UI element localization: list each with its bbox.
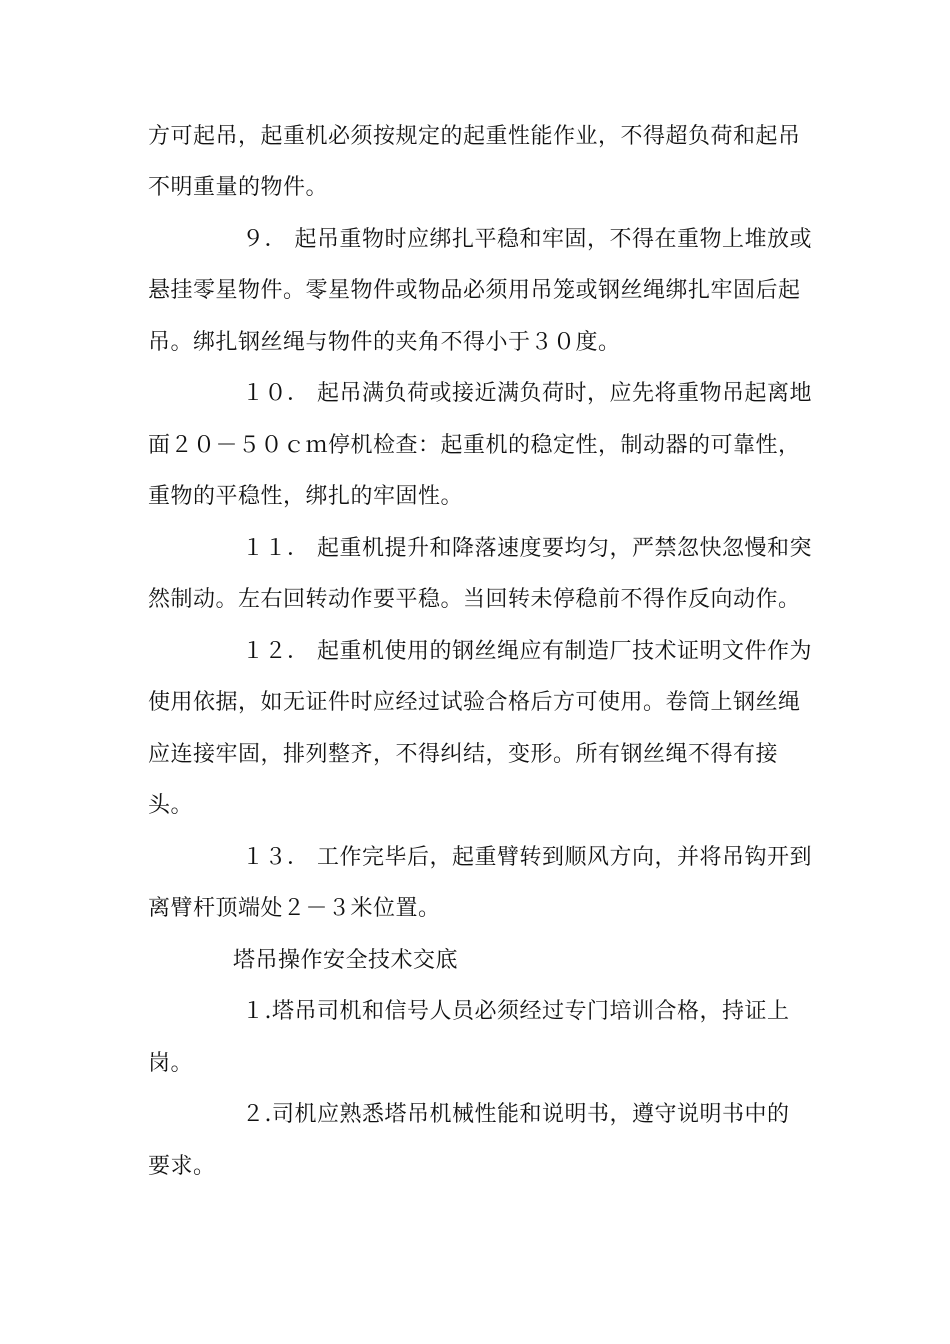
text-line: 吊。绑扎钢丝绳与物件的夹角不得小于３０度。	[148, 330, 621, 355]
text-line-item-12: １２． 起重机使用的钢丝绳应有制造厂技术证明文件作为	[242, 639, 812, 664]
text-line-item-1: １.塔吊司机和信号人员必须经过专门培训合格，持证上	[242, 999, 790, 1024]
text-line: 不明重量的物件。	[148, 175, 329, 200]
text-line: 头。	[148, 793, 194, 818]
text-line-item-13: １３． 工作完毕后，起重臂转到顺风方向，并将吊钩开到	[242, 845, 812, 870]
text-line-item-9: ９． 起吊重物时应绑扎平稳和牢固，不得在重物上堆放或	[242, 227, 812, 252]
section-heading: 塔吊操作安全技术交底	[233, 948, 459, 973]
text-line-item-11: １１． 起重机提升和降落速度要均匀，严禁忽快忽慢和突	[242, 536, 812, 561]
text-line: 方可起吊，起重机必须按规定的起重性能作业，不得超负荷和起吊	[148, 124, 801, 149]
text-line: 应连接牢固，排列整齐，不得纠结，变形。所有钢丝绳不得有接	[148, 742, 779, 767]
text-line: 面２０－５０ｃｍ停机检查：起重机的稳定性，制动器的可靠性，	[148, 433, 801, 458]
text-line: 岗。	[148, 1051, 194, 1076]
text-line: 悬挂零星物件。零星物件或物品必须用吊笼或钢丝绳绑扎牢固后起	[148, 278, 801, 303]
text-line-item-10: １０． 起吊满负荷或接近满负荷时，应先将重物吊起离地	[242, 381, 812, 406]
text-line: 离臂杆顶端处２－３米位置。	[148, 896, 441, 921]
text-line: 然制动。左右回转动作要平稳。当回转未停稳前不得作反向动作。	[148, 587, 801, 612]
text-line: 重物的平稳性，绑扎的牢固性。	[148, 484, 464, 509]
text-line-item-2: ２.司机应熟悉塔吊机械性能和说明书，遵守说明书中的	[242, 1102, 790, 1127]
text-line: 使用依据，如无证件时应经过试验合格后方可使用。卷筒上钢丝绳	[148, 690, 801, 715]
text-line: 要求。	[148, 1154, 216, 1179]
